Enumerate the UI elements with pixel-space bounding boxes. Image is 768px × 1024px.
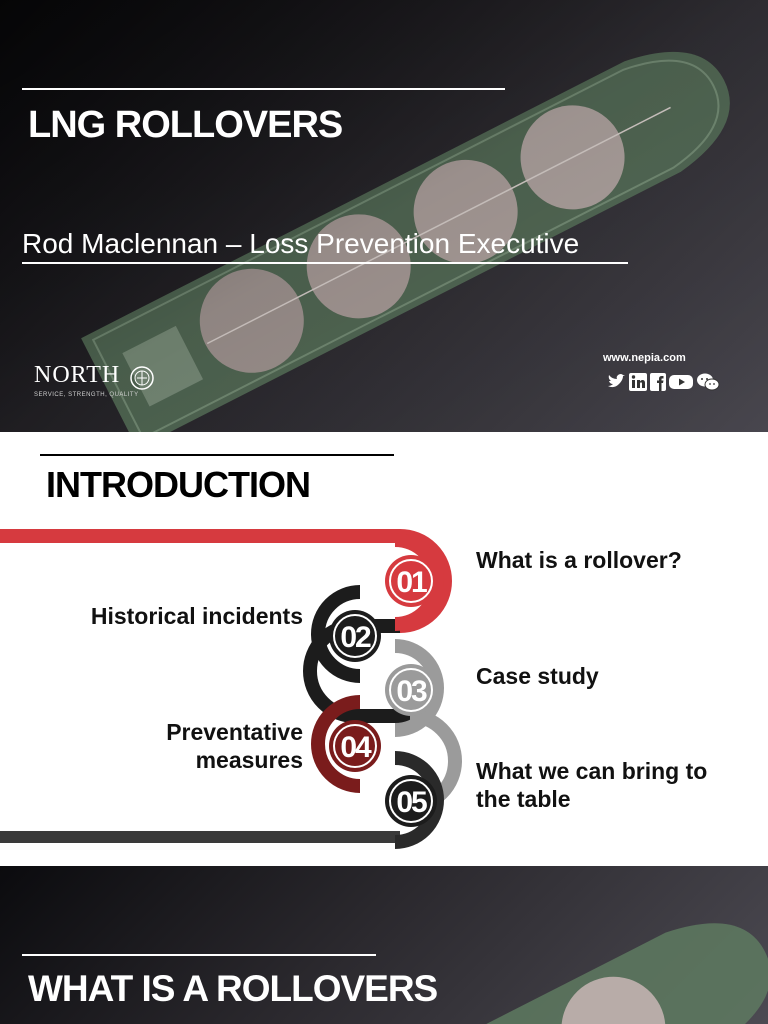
cover-title: LNG ROLLOVERS <box>28 104 343 146</box>
title-rule <box>22 88 505 90</box>
twitter-icon[interactable] <box>606 373 626 391</box>
intro-item-03-label: Case study <box>476 663 599 689</box>
slide3-title: WHAT IS A ROLLOVERS <box>28 968 438 1009</box>
youtube-icon[interactable] <box>669 373 693 391</box>
cover-subtitle: Rod Maclennan – Loss Prevention Executive <box>22 228 628 264</box>
logo-emblem-icon <box>129 365 155 391</box>
logo-tagline: SERVICE, STRENGTH, QUALITY <box>34 391 139 398</box>
badge-04: 04 <box>340 731 370 764</box>
badge-02: 02 <box>340 621 370 654</box>
badge-03: 03 <box>396 675 426 708</box>
wechat-icon[interactable] <box>696 373 720 391</box>
what-is-rollover-slide <box>0 866 768 1024</box>
badge-05: 05 <box>396 786 426 819</box>
badge-01: 01 <box>396 566 426 599</box>
north-logo <box>34 362 155 398</box>
intro-item-05-label: What we can bring to the table <box>476 758 708 812</box>
website-link[interactable]: www.nepia.com <box>603 352 686 364</box>
intro-item-02-label: Historical incidents <box>90 603 303 629</box>
introduction-slide <box>0 432 768 866</box>
linkedin-icon[interactable] <box>629 373 647 391</box>
logo-text: NORTH <box>34 362 121 388</box>
cover-slide <box>0 0 768 432</box>
slide3-title-rule <box>22 954 376 956</box>
intro-item-01-label: What is a rollover? <box>476 547 682 573</box>
social-icons <box>606 373 720 391</box>
intro-item-04-label: Preventative measures <box>166 719 303 773</box>
facebook-icon[interactable] <box>650 373 666 391</box>
intro-title: INTRODUCTION <box>46 464 310 505</box>
